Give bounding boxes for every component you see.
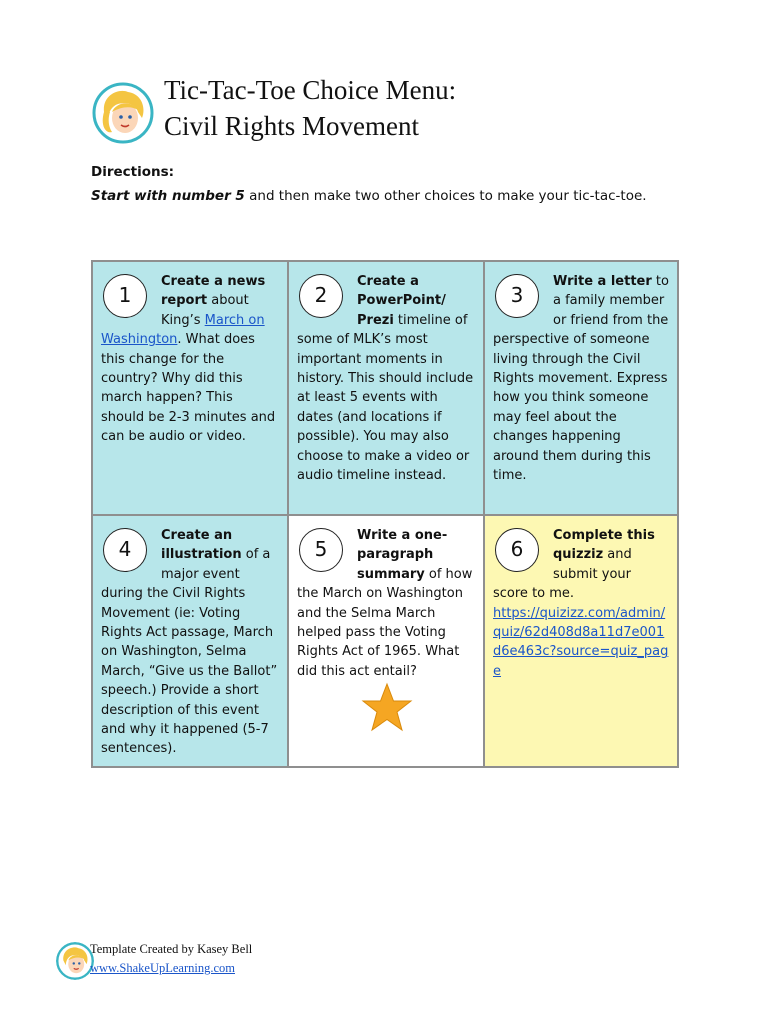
page-title — [164, 72, 456, 144]
choice-cell-1 — [93, 262, 289, 516]
cell-5-bold: Write a one-paragraph summary — [357, 528, 448, 582]
cell-4-text: of a major event during the Civil Rights Movement (ie: Voting Rights Act passage, March on Washington, Selma March, “Give us the Ballot” speech.) Provide a short description of this event and why it happened (5-7 sentences). — [101, 547, 278, 757]
number-circle-6: 6 — [495, 528, 539, 572]
cell-2-text: timeline of some of MLK’s most important moments in history. This should include at least 5 events with dates (and locations if possible). You may also choose to make a video or audio timeline instead. — [297, 312, 474, 484]
cell-6-text: and submit your score to me. — [493, 547, 632, 602]
quizizz-link-text[interactable]: https://quizizz.com/admin/quiz/62d408d8a11d7e001d6e463c?source=quiz_page — [493, 605, 669, 679]
footer-credit: Template Created by Kasey Bell — [90, 942, 253, 956]
number-circle-5: 5 — [299, 528, 343, 572]
march-on-washington-link[interactable]: March on Washington — [101, 312, 265, 348]
cell-1-bold: Create a news report — [161, 274, 266, 309]
choice-cell-6 — [485, 516, 677, 766]
choice-cell-3 — [485, 262, 677, 516]
directions-body: and then make two other choices to make your tic-tac-toe. — [244, 188, 647, 204]
number-circle-4: 4 — [103, 528, 147, 572]
cell-1-pre: about King’s — [161, 293, 249, 328]
footer-avatar-logo — [56, 942, 94, 980]
number-circle-1: 1 — [103, 274, 147, 318]
cell-5-text: of how the March on Washington and the Selma March helped pass the Voting Rights Act of 1965. What did this act entail? — [297, 566, 473, 679]
choice-cell-5 — [289, 516, 485, 766]
number-circle-3: 3 — [495, 274, 539, 318]
choice-cell-4 — [93, 516, 289, 766]
footer — [90, 940, 252, 978]
cell-6-bold: Complete this quizziz — [553, 528, 655, 563]
cell-2-bold: Create a PowerPoint/ Prezi — [357, 274, 446, 328]
cell-1-text: . What does this change for the country? Why did this march happen? This should be 2-3 minutes and can be audio or video. — [101, 332, 276, 445]
avatar-logo — [92, 82, 154, 144]
number-circle-2: 2 — [299, 274, 343, 318]
tic-tac-toe-grid — [91, 260, 679, 768]
footer-url-link[interactable]: www.ShakeUpLearning.com — [90, 961, 235, 975]
cell-4-bold: Create an illustration — [161, 528, 242, 563]
directions-text — [91, 188, 647, 204]
star-icon — [361, 682, 413, 734]
directions-label: Directions: — [91, 164, 175, 180]
choice-cell-2 — [289, 262, 485, 516]
title-line-2: Civil Rights Movement — [164, 111, 420, 141]
directions-emphasis: Start with number 5 — [91, 188, 245, 204]
cell-3-text: to a family member or friend from the perspective of someone living through the Civil Rights movement. Express how you think someone may feel about the changes happening around them during this time. — [493, 274, 669, 484]
quizizz-link[interactable] — [493, 604, 669, 682]
cell-3-bold: Write a letter — [553, 274, 652, 289]
title-line-1: Tic-Tac-Toe Choice Menu: — [164, 75, 457, 105]
